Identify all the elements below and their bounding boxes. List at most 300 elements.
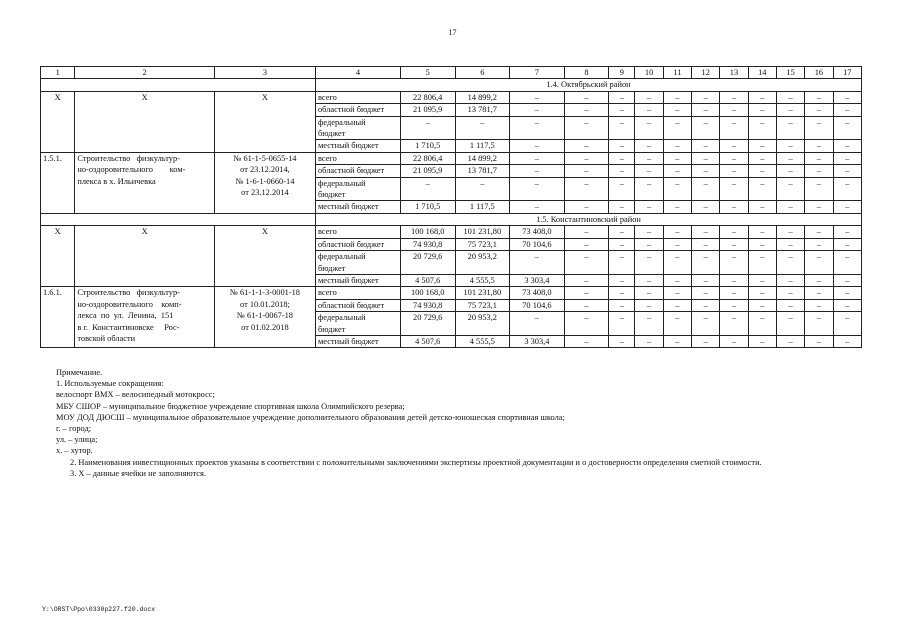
column-number: 13: [720, 67, 748, 79]
project-name: [75, 287, 215, 348]
abbr-5: ул. – улица;: [56, 435, 98, 445]
dash-cell: –: [720, 226, 748, 238]
dash-cell: –: [692, 274, 720, 286]
table-header-row: [41, 67, 862, 79]
project-name-line: товской области: [77, 333, 136, 343]
dash-cell: –: [720, 116, 748, 140]
dash-cell: –: [692, 238, 720, 250]
budget-label: местный бюджет: [315, 201, 400, 213]
dash-cell: –: [805, 312, 833, 336]
dash-cell: –: [833, 274, 861, 286]
dash-cell: –: [564, 299, 608, 311]
dash-cell: –: [833, 201, 861, 213]
dash-cell: –: [720, 299, 748, 311]
dash-cell: –: [564, 152, 608, 164]
dash-cell: –: [692, 299, 720, 311]
dash-cell: –: [609, 165, 635, 177]
dash-cell: –: [720, 335, 748, 347]
dash-cell: –: [663, 312, 691, 336]
dash-cell: –: [609, 312, 635, 336]
dash-cell: –: [663, 299, 691, 311]
value-cell: 22 806,4: [400, 152, 455, 164]
dash-cell: –: [776, 177, 804, 201]
budget-label: [315, 312, 400, 336]
dash-cell: –: [609, 299, 635, 311]
value-cell: 13 781,7: [455, 165, 510, 177]
value-cell: 22 806,4: [400, 91, 455, 103]
dash-cell: –: [692, 335, 720, 347]
dash-cell: –: [833, 104, 861, 116]
dash-cell: –: [805, 104, 833, 116]
dash-cell: –: [833, 152, 861, 164]
dash-cell: –: [776, 274, 804, 286]
value-cell: 4 507,6: [400, 274, 455, 286]
dash-cell: –: [720, 140, 748, 152]
dash-cell: –: [805, 201, 833, 213]
value-cell: –: [510, 152, 565, 164]
item-number: 1.5.1.: [41, 152, 75, 213]
budget-label: всего: [315, 226, 400, 238]
dash-cell: –: [720, 91, 748, 103]
x-cell: Х: [41, 226, 75, 287]
dash-cell: –: [805, 238, 833, 250]
dash-cell: –: [833, 116, 861, 140]
budget-label-line: бюджет: [317, 129, 346, 139]
dash-cell: –: [748, 299, 776, 311]
value-cell: 20 729,6: [400, 312, 455, 336]
dash-cell: –: [663, 335, 691, 347]
dash-cell: –: [635, 152, 663, 164]
dash-cell: –: [609, 152, 635, 164]
expertise-docs: [214, 152, 315, 213]
dash-cell: –: [692, 177, 720, 201]
summary-row: [41, 226, 862, 238]
dash-cell: –: [564, 201, 608, 213]
dash-cell: –: [748, 335, 776, 347]
dash-cell: –: [776, 287, 804, 299]
abbr-2: МБУ СШОР – муниципальное бюджетное учреждение спортивная школа Олимпийского резерва;: [56, 401, 405, 411]
dash-cell: –: [833, 312, 861, 336]
dash-cell: –: [748, 91, 776, 103]
dash-cell: –: [833, 140, 861, 152]
value-cell: –: [510, 104, 565, 116]
value-cell: 13 781,7: [455, 104, 510, 116]
dash-cell: –: [692, 201, 720, 213]
dash-cell: –: [748, 140, 776, 152]
value-cell: –: [510, 91, 565, 103]
column-number: 16: [805, 67, 833, 79]
section-row: [41, 79, 862, 91]
dash-cell: –: [748, 238, 776, 250]
project-name-line: но-оздоровительного комп-: [77, 299, 182, 309]
dash-cell: –: [776, 104, 804, 116]
dash-cell: –: [609, 91, 635, 103]
dash-cell: –: [609, 226, 635, 238]
dash-cell: –: [692, 152, 720, 164]
project-name-line: плекса в х. Ильичевка: [77, 176, 156, 186]
value-cell: –: [510, 116, 565, 140]
notes: [56, 367, 866, 479]
doc-line: № 1-6-1-0660-14: [235, 176, 295, 186]
dash-cell: –: [635, 335, 663, 347]
column-number: 9: [609, 67, 635, 79]
dash-cell: –: [805, 177, 833, 201]
column-number: 12: [692, 67, 720, 79]
x-cell: Х: [41, 91, 75, 152]
project-name-line: Строительство физкультур-: [77, 153, 180, 163]
dash-cell: –: [635, 104, 663, 116]
dash-cell: –: [635, 238, 663, 250]
dash-cell: –: [833, 251, 861, 275]
dash-cell: –: [776, 299, 804, 311]
dash-cell: –: [663, 201, 691, 213]
dash-cell: –: [609, 251, 635, 275]
dash-cell: –: [833, 238, 861, 250]
column-number: 14: [748, 67, 776, 79]
dash-cell: –: [663, 91, 691, 103]
dash-cell: –: [776, 116, 804, 140]
dash-cell: –: [748, 165, 776, 177]
value-cell: 3 303,4: [510, 274, 565, 286]
dash-cell: –: [663, 116, 691, 140]
value-cell: –: [510, 140, 565, 152]
dash-cell: –: [564, 287, 608, 299]
section-row: [41, 213, 862, 225]
budget-label-line: федеральный: [317, 313, 366, 323]
column-number: 6: [455, 67, 510, 79]
dash-cell: –: [663, 251, 691, 275]
dash-cell: –: [720, 152, 748, 164]
budget-label: областной бюджет: [315, 299, 400, 311]
column-number: 10: [635, 67, 663, 79]
value-cell: 1 117,5: [455, 140, 510, 152]
value-cell: 1 710,5: [400, 201, 455, 213]
budget-label: всего: [315, 91, 400, 103]
dash-cell: –: [564, 274, 608, 286]
dash-cell: –: [635, 274, 663, 286]
abbr-3: МОУ ДОД ДЮСШ – муниципальное образовательное учреждение дополнительного образования детей детско-юношеская спортивная школа;: [56, 412, 565, 422]
value-cell: –: [510, 312, 565, 336]
investment-table: [40, 66, 862, 348]
doc-line: от 23.12.2014: [241, 188, 289, 198]
dash-cell: –: [748, 251, 776, 275]
dash-cell: –: [663, 287, 691, 299]
dash-cell: –: [609, 238, 635, 250]
dash-cell: –: [748, 274, 776, 286]
dash-cell: –: [663, 104, 691, 116]
dash-cell: –: [564, 238, 608, 250]
dash-cell: –: [833, 226, 861, 238]
dash-cell: –: [635, 91, 663, 103]
value-cell: –: [400, 116, 455, 140]
dash-cell: –: [635, 251, 663, 275]
dash-cell: –: [635, 201, 663, 213]
dash-cell: –: [720, 274, 748, 286]
value-cell: 1 117,5: [455, 201, 510, 213]
dash-cell: –: [564, 91, 608, 103]
item-row: [41, 152, 862, 164]
value-cell: 70 104,6: [510, 299, 565, 311]
value-cell: 4 555,5: [455, 274, 510, 286]
abbr-1: велоспорт ВМХ – велосипедный мотокросс;: [56, 390, 215, 400]
doc-line: № 61-1-0067-18: [236, 311, 293, 321]
dash-cell: –: [609, 201, 635, 213]
dash-cell: –: [564, 165, 608, 177]
dash-cell: –: [692, 91, 720, 103]
dash-cell: –: [720, 165, 748, 177]
item-number: 1.6.1.: [41, 287, 75, 348]
dash-cell: –: [564, 226, 608, 238]
dash-cell: –: [692, 140, 720, 152]
dash-cell: –: [663, 140, 691, 152]
dash-cell: –: [663, 274, 691, 286]
doc-line: № 61-1-5-0655-14: [233, 153, 297, 163]
dash-cell: –: [609, 177, 635, 201]
dash-cell: –: [833, 335, 861, 347]
dash-cell: –: [564, 140, 608, 152]
dash-cell: –: [564, 104, 608, 116]
column-number: 15: [776, 67, 804, 79]
dash-cell: –: [805, 152, 833, 164]
dash-cell: –: [609, 140, 635, 152]
value-cell: –: [455, 116, 510, 140]
value-cell: 100 168,0: [400, 226, 455, 238]
budget-label: местный бюджет: [315, 140, 400, 152]
budget-label: [315, 251, 400, 275]
dash-cell: –: [748, 312, 776, 336]
x-cell: Х: [75, 226, 215, 287]
doc-line: от 10.01.2018;: [240, 299, 290, 309]
value-cell: –: [510, 177, 565, 201]
budget-label: [315, 177, 400, 201]
column-number: 5: [400, 67, 455, 79]
dash-cell: –: [635, 312, 663, 336]
value-cell: 73 408,0: [510, 287, 565, 299]
dash-cell: –: [692, 312, 720, 336]
dash-cell: –: [692, 226, 720, 238]
value-cell: 100 168,0: [400, 287, 455, 299]
dash-cell: –: [748, 226, 776, 238]
dash-cell: –: [609, 335, 635, 347]
column-number: 11: [663, 67, 691, 79]
dash-cell: –: [692, 251, 720, 275]
dash-cell: –: [833, 165, 861, 177]
value-cell: 73 408,0: [510, 226, 565, 238]
value-cell: 3 303,4: [510, 335, 565, 347]
dash-cell: –: [663, 152, 691, 164]
dash-cell: –: [692, 104, 720, 116]
dash-cell: –: [805, 251, 833, 275]
dash-cell: –: [635, 226, 663, 238]
dash-cell: –: [720, 251, 748, 275]
budget-label-line: бюджет: [317, 324, 346, 334]
dash-cell: –: [805, 274, 833, 286]
value-cell: 75 723,1: [455, 238, 510, 250]
value-cell: 1 710,5: [400, 140, 455, 152]
dash-cell: –: [748, 152, 776, 164]
value-cell: –: [510, 165, 565, 177]
budget-label-line: бюджет: [317, 263, 346, 273]
dash-cell: –: [564, 251, 608, 275]
value-cell: 101 231,80: [455, 226, 510, 238]
section-spacer: [41, 79, 316, 91]
value-cell: 21 095,9: [400, 165, 455, 177]
section-spacer: [41, 213, 316, 225]
summary-row: [41, 91, 862, 103]
dash-cell: –: [748, 287, 776, 299]
dash-cell: –: [635, 165, 663, 177]
project-name-line: Строительство физкультур-: [77, 288, 180, 298]
value-cell: 14 899,2: [455, 91, 510, 103]
dash-cell: –: [564, 335, 608, 347]
dash-cell: –: [635, 140, 663, 152]
note-1: 1. Используемые сокращения:: [56, 379, 164, 389]
dash-cell: –: [776, 91, 804, 103]
dash-cell: –: [805, 140, 833, 152]
dash-cell: –: [564, 312, 608, 336]
dash-cell: –: [635, 299, 663, 311]
value-cell: –: [510, 251, 565, 275]
dash-cell: –: [663, 226, 691, 238]
project-name-line: лекса по ул. Ленина, 151: [77, 311, 174, 321]
item-row: [41, 287, 862, 299]
dash-cell: –: [663, 238, 691, 250]
column-number: 1: [41, 67, 75, 79]
dash-cell: –: [635, 177, 663, 201]
section-title: 1.4. Октябрьский район: [315, 79, 861, 91]
project-name-line: в г. Константиновске Рос-: [77, 322, 180, 332]
dash-cell: –: [663, 165, 691, 177]
abbr-6: х. – хутор.: [56, 446, 93, 456]
dash-cell: –: [805, 287, 833, 299]
note-3: 3. Х – данные ячейки не заполняются.: [70, 468, 206, 478]
file-path: Y:\ORST\Ppo\0330p227.f20.docx: [42, 606, 156, 613]
dash-cell: –: [663, 177, 691, 201]
value-cell: 4 507,6: [400, 335, 455, 347]
budget-label: местный бюджет: [315, 274, 400, 286]
budget-label: областной бюджет: [315, 238, 400, 250]
value-cell: 20 953,2: [455, 251, 510, 275]
budget-label: всего: [315, 287, 400, 299]
budget-label: всего: [315, 152, 400, 164]
value-cell: 74 930,8: [400, 238, 455, 250]
dash-cell: –: [564, 177, 608, 201]
dash-cell: –: [805, 335, 833, 347]
dash-cell: –: [609, 274, 635, 286]
dash-cell: –: [635, 287, 663, 299]
value-cell: 74 930,8: [400, 299, 455, 311]
doc-line: от 01.02.2018: [241, 322, 289, 332]
dash-cell: –: [748, 116, 776, 140]
value-cell: 70 104,6: [510, 238, 565, 250]
budget-label: местный бюджет: [315, 335, 400, 347]
dash-cell: –: [776, 226, 804, 238]
dash-cell: –: [720, 177, 748, 201]
page-number: 17: [448, 28, 457, 37]
dash-cell: –: [776, 165, 804, 177]
x-cell: Х: [214, 226, 315, 287]
dash-cell: –: [609, 287, 635, 299]
column-number: 4: [315, 67, 400, 79]
budget-label-line: федеральный: [317, 117, 366, 127]
dash-cell: –: [748, 177, 776, 201]
column-number: 8: [564, 67, 608, 79]
budget-label: областной бюджет: [315, 104, 400, 116]
value-cell: –: [400, 177, 455, 201]
budget-label-line: бюджет: [317, 190, 346, 200]
value-cell: –: [455, 177, 510, 201]
doc-line: от 23.12.2014,: [240, 165, 290, 175]
budget-label: [315, 116, 400, 140]
budget-label: областной бюджет: [315, 165, 400, 177]
x-cell: Х: [214, 91, 315, 152]
notes-title: Примечание.: [56, 368, 103, 377]
expertise-docs: [214, 287, 315, 348]
dash-cell: –: [805, 165, 833, 177]
dash-cell: –: [564, 116, 608, 140]
dash-cell: –: [805, 226, 833, 238]
value-cell: 14 899,2: [455, 152, 510, 164]
value-cell: 75 723,1: [455, 299, 510, 311]
note-2: 2. Наименования инвестиционных проектов указаны в соответствии с положительными заключениями экспертизы проектной документации и о достоверности определения сметной стоимости.: [70, 457, 762, 467]
value-cell: 20 729,6: [400, 251, 455, 275]
column-number: 17: [833, 67, 861, 79]
value-cell: –: [510, 201, 565, 213]
section-title: 1.5. Константиновский район: [315, 213, 861, 225]
column-number: 7: [510, 67, 565, 79]
value-cell: 21 095,9: [400, 104, 455, 116]
value-cell: 101 231,80: [455, 287, 510, 299]
project-name-line: но-оздоровительного ком-: [77, 165, 186, 175]
doc-line: № 61-1-1-3-0001-18: [229, 288, 300, 298]
dash-cell: –: [776, 152, 804, 164]
dash-cell: –: [776, 335, 804, 347]
abbr-4: г. – город;: [56, 424, 92, 434]
dash-cell: –: [692, 287, 720, 299]
dash-cell: –: [720, 287, 748, 299]
budget-label-line: федеральный: [317, 252, 366, 262]
project-name: [75, 152, 215, 213]
dash-cell: –: [805, 299, 833, 311]
dash-cell: –: [720, 312, 748, 336]
column-number: 2: [75, 67, 215, 79]
dash-cell: –: [776, 312, 804, 336]
dash-cell: –: [609, 116, 635, 140]
value-cell: 20 953,2: [455, 312, 510, 336]
value-cell: 4 555,5: [455, 335, 510, 347]
dash-cell: –: [833, 287, 861, 299]
dash-cell: –: [692, 116, 720, 140]
dash-cell: –: [776, 201, 804, 213]
dash-cell: –: [776, 140, 804, 152]
dash-cell: –: [748, 104, 776, 116]
dash-cell: –: [609, 104, 635, 116]
dash-cell: –: [833, 91, 861, 103]
dash-cell: –: [720, 201, 748, 213]
dash-cell: –: [776, 238, 804, 250]
dash-cell: –: [635, 116, 663, 140]
budget-label-line: федеральный: [317, 178, 366, 188]
dash-cell: –: [776, 251, 804, 275]
dash-cell: –: [805, 116, 833, 140]
dash-cell: –: [748, 201, 776, 213]
dash-cell: –: [805, 91, 833, 103]
column-number: 3: [214, 67, 315, 79]
dash-cell: –: [833, 299, 861, 311]
dash-cell: –: [720, 238, 748, 250]
dash-cell: –: [692, 165, 720, 177]
dash-cell: –: [833, 177, 861, 201]
